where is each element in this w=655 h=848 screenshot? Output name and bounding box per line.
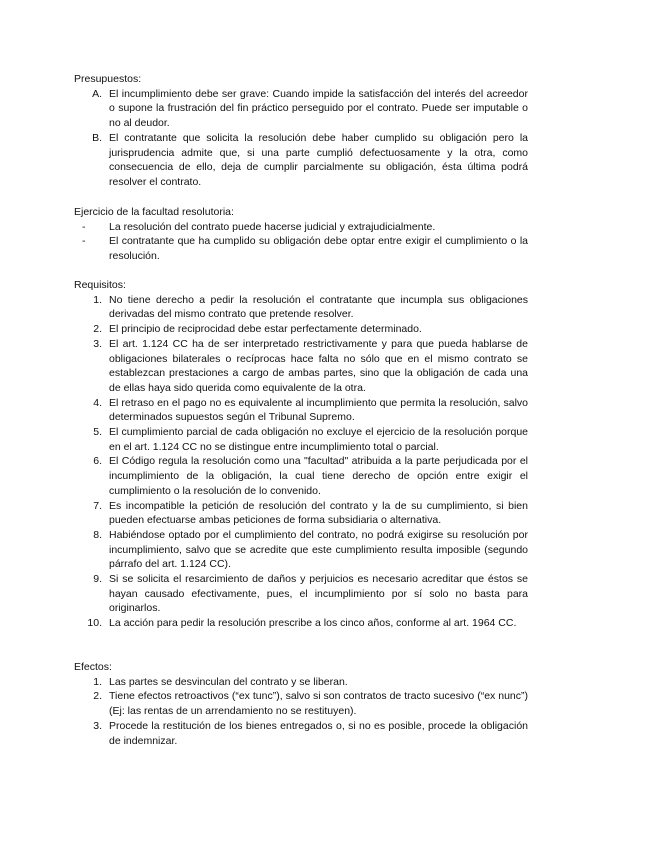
list-item <box>74 234 528 263</box>
section-ejercicio <box>74 205 528 264</box>
list-item <box>74 322 528 337</box>
list-marker: 10. <box>87 617 102 630</box>
list-marker: 8. <box>93 528 102 541</box>
section-presupuestos <box>74 72 528 190</box>
presupuestos-list <box>74 87 528 190</box>
list-marker: 9. <box>93 573 102 586</box>
list-marker: 3. <box>93 719 102 732</box>
list-marker: 1. <box>93 293 102 306</box>
list-item <box>74 131 528 190</box>
list-marker: 4. <box>93 396 102 409</box>
ejercicio-list <box>74 220 528 264</box>
list-marker: - <box>82 220 86 233</box>
list-item <box>74 616 528 631</box>
section-heading: Efectos: <box>74 661 112 673</box>
list-item-text: El cumplimiento parcial de cada obligación no excluye el ejercicio de la resolución porque en el art. 1.124 CC no se distingue entre incumplimiento total o parcial. <box>109 426 528 453</box>
list-item-text: El Código regula la resolución como una "facultad" atribuida a la parte perjudicada por el incumplimiento de la obligación, la cual tiene derecho de opción entre exigir el cumplimiento o la resolución de lo convenido. <box>109 455 528 497</box>
list-marker: 2. <box>93 690 102 703</box>
list-item <box>74 425 528 454</box>
list-item <box>74 293 528 322</box>
list-item <box>74 572 528 616</box>
list-marker: 7. <box>93 499 102 512</box>
efectos-list <box>74 675 528 749</box>
list-item-text: No tiene derecho a pedir la resolución el contratante que incumpla sus obligaciones derivadas del mismo contrato que pretende resolver. <box>109 293 528 321</box>
list-marker: 5. <box>93 426 102 439</box>
section-heading: Ejercicio de la facultad resolutoria: <box>74 206 234 218</box>
list-marker: 6. <box>93 455 102 468</box>
list-item-text: El principio de reciprocidad debe estar perfectamente determinado. <box>109 323 422 336</box>
list-item-text: Es incompatible la petición de resolución del contrato y la de su cumplimiento, si bien pueden efectuarse ambas peticiones de forma subsidiaria o alternativa. <box>109 499 528 527</box>
list-item <box>74 675 528 690</box>
list-marker: B. <box>92 131 102 144</box>
list-item <box>74 337 528 396</box>
list-item-text: Tiene efectos retroactivos (“ex tunc”), salvo si son contratos de tracto sucesivo (“ex nunc”) (Ej: las rentas de un arrendamiento no se restituyen). <box>109 690 528 718</box>
list-marker: 3. <box>93 337 102 350</box>
list-marker: 1. <box>93 675 102 688</box>
list-item-text: El retraso en el pago no es equivalente al incumplimiento que permita la resolución, salvo determinados supuestos según el Tribunal Supremo. <box>109 396 528 424</box>
list-item-text: El contratante que ha cumplido su obligación debe optar entre exigir el cumplimiento o la resolución. <box>109 235 528 263</box>
list-item-text: Las partes se desvinculan del contrato y se liberan. <box>109 675 348 688</box>
list-item <box>74 689 528 718</box>
list-item-text: El incumplimiento debe ser grave: Cuando impide la satisfacción del interés del acreedor o supone la frustración del fin práctico perseguido por el contrato. Puede ser imputable o no al deudor. <box>109 87 528 130</box>
list-item-text: Si se solicita el resarcimiento de daños y perjuicios es necesario acreditar que éstos se hayan causado efectivamente, pues, el incumplimiento por sí solo no basta para originarlos. <box>109 573 528 615</box>
section-heading: Requisitos: <box>74 279 126 291</box>
list-item <box>74 396 528 425</box>
list-item-text: El art. 1.124 CC ha de ser interpretado restrictivamente y para que pueda hablarse de obligaciones bilaterales o recíprocas hace falta no sólo que en el mismo contrato se establezcan prestaciones a cargo de ambas partes, sino que la obligación de cada una de ellas haya sido querida como equivalente de la otra. <box>109 337 528 394</box>
list-item <box>74 499 528 528</box>
list-item-text: El contratante que solicita la resolución debe haber cumplido su obligación pero la jurisprudencia admite que, si una parte cumplió defectuosamente y la otra, como consecuencia de ello, deja de cumplir parcialmente su obligación, ésta última podrá resolver el contrato. <box>109 131 528 188</box>
section-requisitos <box>74 278 528 631</box>
list-item <box>74 528 528 572</box>
list-item-text: Procede la restitución de los bienes entregados o, si no es posible, procede la obligación de indemnizar. <box>109 719 528 747</box>
section-heading: Presupuestos: <box>74 73 142 85</box>
list-marker: - <box>82 235 86 248</box>
list-item-text: Habiéndose optado por el cumplimiento del contrato, no podrá exigirse su resolución por incumplimiento, salvo que se acredite que este cumplimiento resulta imposible (segundo párrafo del art. 1.124 CC). <box>109 528 528 571</box>
requisitos-list <box>74 293 528 631</box>
section-efectos <box>74 660 528 748</box>
list-item <box>74 454 528 498</box>
list-item <box>74 719 528 748</box>
list-marker: A. <box>92 87 102 100</box>
list-item <box>74 220 528 235</box>
list-item-text: La acción para pedir la resolución prescribe a los cinco años, conforme al art. 1964 CC. <box>109 617 517 630</box>
list-item-text: La resolución del contrato puede hacerse judicial y extrajudicialmente. <box>109 220 436 233</box>
list-item <box>74 87 528 131</box>
list-marker: 2. <box>93 323 102 336</box>
